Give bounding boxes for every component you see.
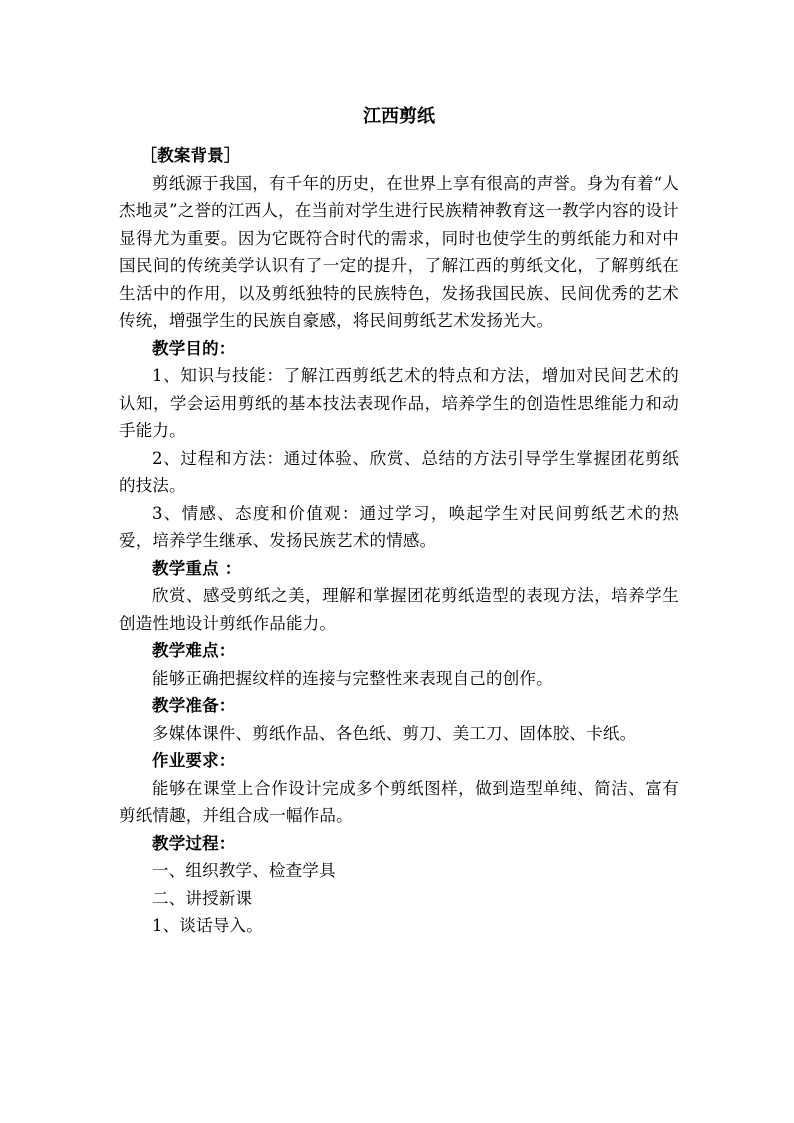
- section-preparation: [119, 692, 679, 747]
- section-background: [119, 142, 679, 335]
- process-step-teach: 二、讲授新课: [152, 888, 253, 908]
- objective-item-process: 2、过程和方法：通过体验、欣赏、总结的方法引导学生掌握团花剪纸的技法。: [119, 448, 679, 495]
- section-difficulties: [119, 637, 679, 692]
- preparation-body: 多媒体课件、剪纸作品、各色纸、剪刀、美工刀、固体胶、卡纸。: [152, 723, 637, 743]
- process-step-organize: 一、组织教学、检查学具: [152, 861, 336, 880]
- homework-body: 能够在课堂上合作设计完成多个剪纸图样，做到造型单纯、简洁、富有剪纸情趣，并组合成一幅作品。: [119, 778, 679, 825]
- section-process: [119, 830, 679, 940]
- key-points-body: 欣赏、感受剪纸之美，理解和掌握团花剪纸造型的表现方法，培养学生创造性地设计剪纸作品能力。: [119, 586, 679, 633]
- process-step-intro: 1、谈话导入。: [152, 916, 263, 935]
- section-objectives: [119, 335, 679, 555]
- document-title: 江西剪纸: [363, 106, 435, 127]
- difficulties-heading: 教学难点：: [152, 641, 236, 660]
- process-heading: 教学过程：: [152, 833, 236, 853]
- objective-item-emotion: 3、情感、态度和价值观：通过学习，唤起学生对民间剪纸艺术的热爱，培养学生继承、发扬民族艺术的情感。: [119, 503, 679, 550]
- key-points-heading: 教学重点 ：: [152, 558, 242, 578]
- background-heading: ［教案背景］: [140, 146, 241, 165]
- preparation-heading: 教学准备：: [152, 696, 236, 715]
- difficulties-body: 能够正确把握纹样的连接与完整性来表现自己的创作。: [152, 668, 553, 688]
- section-key-points: [119, 555, 679, 638]
- background-body: 剪纸源于我国，有千年的历史，在世界上享有很高的声誉。身为有着“人杰地灵”之誉的江西人，在当前对学生进行民族精神教育这一教学内容的设计显得尤为重要。因为它既符合时代的需求，同时也使学生的剪纸能力和对中国民间的传统美学认识有了一定的提升，了解江西的剪纸文化，了解剪纸在生活中的作用，以及剪纸独特的民族特色，发扬我国民族、民间优秀的艺术传统，增强学生的民族自豪感，将民间剪纸艺术发扬光大。: [119, 173, 679, 330]
- homework-heading: 作业要求：: [152, 751, 236, 770]
- section-homework: [119, 747, 679, 830]
- document-content: [119, 104, 679, 940]
- objectives-heading: 教学目的：: [152, 338, 236, 358]
- objective-item-knowledge: 1、知识与技能：了解江西剪纸艺术的特点和方法，增加对民间艺术的认知，学会运用剪纸的基本技法表现作品，培养学生的创造性思维能力和动手能力。: [119, 366, 679, 440]
